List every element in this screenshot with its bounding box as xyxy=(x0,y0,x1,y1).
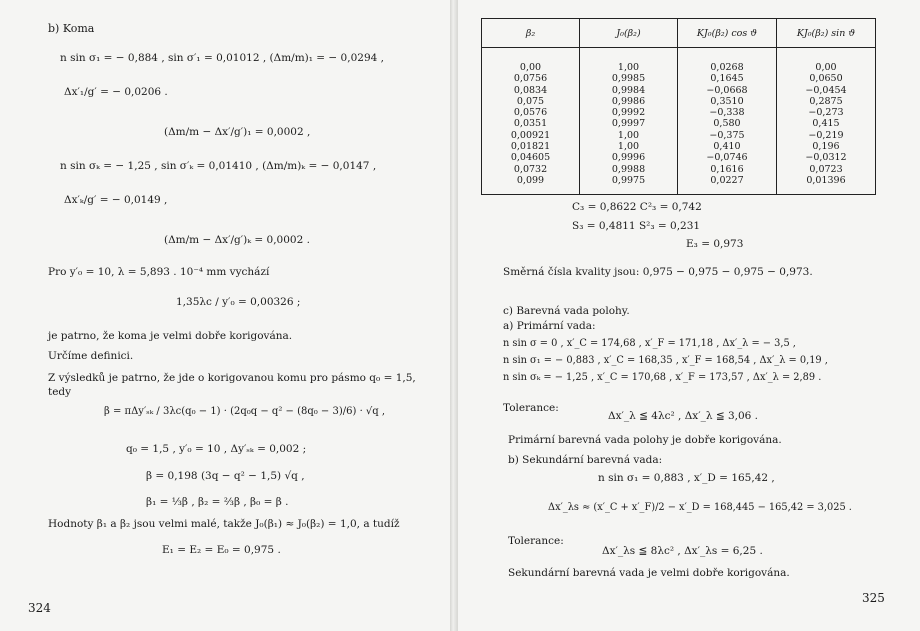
text-line: je patrno, že koma je velmi dobře korigována. xyxy=(48,330,293,342)
text-line: Směrná čísla kvality jsou: 0,975 − 0,975 − 0,975 − 0,973. xyxy=(503,266,813,278)
table-cell-value: 0,0723 xyxy=(809,163,843,175)
equation-line: n sin σₖ = − 1,25 , x′_C = 170,68 , x′_F = 173,57 , Δx′_λ = 2,89 . xyxy=(503,372,822,383)
table-cell-value: 0,01396 xyxy=(806,174,846,186)
table-cell-value: −0,219 xyxy=(808,129,844,141)
equation-line: E₁ = E₂ = E₀ = 0,975 . xyxy=(162,544,281,556)
table-cell-value: 0,9985 xyxy=(611,73,646,85)
table-cell-value: −0,273 xyxy=(808,107,844,119)
table-cell-value: 1,00 xyxy=(617,141,640,153)
table-cell-value: 0,0756 xyxy=(513,73,548,85)
equation-line: Δx′ₖ/g′ = − 0,0149 , xyxy=(64,194,168,206)
table-cell-value: 0,9986 xyxy=(611,95,646,107)
equation-line: β = πΔy′ₛₖ / 3λc(q₀ − 1) · (2q₀q − q² − (8q₀ − 3)/6) · √q , xyxy=(104,406,386,417)
table-cell-value: 0,1616 xyxy=(710,163,744,175)
text-line: c) Barevná vada polohy. xyxy=(503,305,630,317)
text-line: b) Sekundární barevná vada: xyxy=(508,454,663,466)
table-cell-value: 0,00 xyxy=(519,62,542,73)
table-cell-value: 0,0732 xyxy=(513,163,548,175)
equation-line: Δx′₁/g′ = − 0,0206 . xyxy=(64,86,168,98)
table-column-cell xyxy=(580,48,678,195)
table-cell-value: −0,0746 xyxy=(706,152,748,164)
table-cell-value: 0,0227 xyxy=(710,174,744,186)
table-cell-value: 0,410 xyxy=(713,141,741,153)
table-cell-value: −0,0454 xyxy=(805,84,847,96)
equation-line: β₁ = ⅓β , β₂ = ⅔β , β₀ = β . xyxy=(146,496,289,508)
table-cell-value: 1,00 xyxy=(617,129,640,141)
table-row xyxy=(482,48,876,195)
table-cell-value: 0,0650 xyxy=(809,73,843,85)
table-cell-value: 0,00921 xyxy=(510,129,551,141)
table-cell-value: 0,0834 xyxy=(513,84,548,96)
table-cell-value: 0,0268 xyxy=(710,62,744,73)
table-cell-value: 0,0351 xyxy=(513,118,548,130)
text-line: Určíme definici. xyxy=(48,350,134,362)
text-line: Tolerance: xyxy=(503,402,559,414)
text-line: Hodnoty β₁ a β₂ jsou velmi malé, takže J₀(β₁) ≈ J₀(β₂) = 1,0, a tudíž xyxy=(48,518,400,530)
page-number-left: 324 xyxy=(28,601,51,615)
table-header-cell: KJ₀(β₂) sin ϑ xyxy=(777,19,876,48)
table-cell-value: −0,0312 xyxy=(805,152,847,164)
table-cell-value: 0,3510 xyxy=(710,95,744,107)
equation-line: β = 0,198 (3q − q² − 1,5) √q , xyxy=(146,470,305,482)
table-cell-value: 0,415 xyxy=(812,118,840,130)
equation-line: n sin σ₁ = − 0,883 , x′_C = 168,35 , x′_F = 168,54 , Δx′_λ = 0,19 , xyxy=(503,355,828,366)
table-column-cell xyxy=(482,48,580,195)
table-cell-value: 0,099 xyxy=(516,174,545,186)
bessel-table xyxy=(481,18,876,195)
table-header-cell: KJ₀(β₂) cos ϑ xyxy=(678,19,777,48)
text-line: Sekundární barevná vada je velmi dobře korigována. xyxy=(508,567,790,579)
table-cell-value: 0,9988 xyxy=(611,163,646,175)
equation-line: (Δm/m − Δx′/g′)ₖ = 0,0002 . xyxy=(164,234,310,246)
table-cell-value: 0,9996 xyxy=(611,152,646,164)
table-cell-value: 0,9975 xyxy=(611,174,646,186)
table-header-cell: β₂ xyxy=(482,19,580,48)
page-number-right: 325 xyxy=(862,591,885,605)
table-header-row xyxy=(482,19,876,48)
book-gutter xyxy=(450,0,458,631)
table-cell-value: 1,00 xyxy=(617,62,640,73)
equation-line: E₃ = 0,973 xyxy=(686,238,744,250)
table-cell-value: 0,00 xyxy=(815,62,837,73)
table-cell-value: 0,075 xyxy=(516,95,545,107)
table-cell-value: 0,1645 xyxy=(710,73,744,85)
text-line: Z výsledků je patrno, že jde o korigovanou komu pro pásmo q₀ = 1,5, xyxy=(48,372,416,384)
table-column-cell xyxy=(777,48,876,195)
table-cell-value: 0,04605 xyxy=(510,152,551,164)
text-line: Primární barevná vada polohy je dobře korigována. xyxy=(508,434,782,446)
equation-line: (Δm/m − Δx′/g′)₁ = 0,0002 , xyxy=(164,126,311,138)
table-cell-value: 0,9997 xyxy=(611,118,646,130)
equation-line: n sin σ = 0 , x′_C = 174,68 , x′_F = 171,18 , Δx′_λ = − 3,5 , xyxy=(503,338,796,349)
section-heading-koma: b) Koma xyxy=(48,22,95,35)
table-header-cell: J₀(β₂) xyxy=(580,19,678,48)
equation-line: Δx′_λs ≦ 8λc² , Δx′_λs = 6,25 . xyxy=(602,545,763,557)
equation-line: n sin σₖ = − 1,25 , sin σ′ₖ = 0,01410 , (Δm/m)ₖ = − 0,0147 , xyxy=(60,160,377,172)
equation-line: Δx′_λs ≈ (x′_C + x′_F)/2 − x′_D = 168,445 − 165,42 = 3,025 . xyxy=(548,502,852,513)
text-line: a) Primární vada: xyxy=(503,320,596,332)
table-cell-value: −0,338 xyxy=(709,107,745,119)
table-cell-value: 0,196 xyxy=(812,141,840,153)
table-cell-value: −0,375 xyxy=(709,129,745,141)
table-cell-value: 0,580 xyxy=(713,118,741,130)
equation-line: n sin σ₁ = − 0,884 , sin σ′₁ = 0,01012 , (Δm/m)₁ = − 0,0294 , xyxy=(60,52,384,64)
table-cell-value: −0,0668 xyxy=(706,84,748,96)
text-line: tedy xyxy=(48,386,72,398)
equation-line: S₃ = 0,4811 S²₃ = 0,231 xyxy=(572,220,701,232)
table-cell-value: 0,01821 xyxy=(510,141,551,153)
table-column-cell xyxy=(678,48,777,195)
equation-line: Δx′_λ ≦ 4λc² , Δx′_λ ≦ 3,06 . xyxy=(608,410,759,422)
equation-line: q₀ = 1,5 , y′₀ = 10 , Δy′ₛₖ = 0,002 ; xyxy=(126,443,307,455)
table-cell-value: 0,9992 xyxy=(611,107,646,119)
equation-line: 1,35λc / y′₀ = 0,00326 ; xyxy=(176,296,301,308)
text-line: Tolerance: xyxy=(508,535,564,547)
table-cell-value: 0,9984 xyxy=(611,84,646,96)
equation-line: C₃ = 0,8622 C²₃ = 0,742 xyxy=(572,201,702,213)
equation-line: n sin σ₁ = 0,883 , x′_D = 165,42 , xyxy=(598,472,775,484)
text-line: Pro y′₀ = 10, λ = 5,893 . 10⁻⁴ mm vychází xyxy=(48,266,270,278)
table-cell-value: 0,0576 xyxy=(513,107,548,119)
table-cell-value: 0,2875 xyxy=(809,95,843,107)
